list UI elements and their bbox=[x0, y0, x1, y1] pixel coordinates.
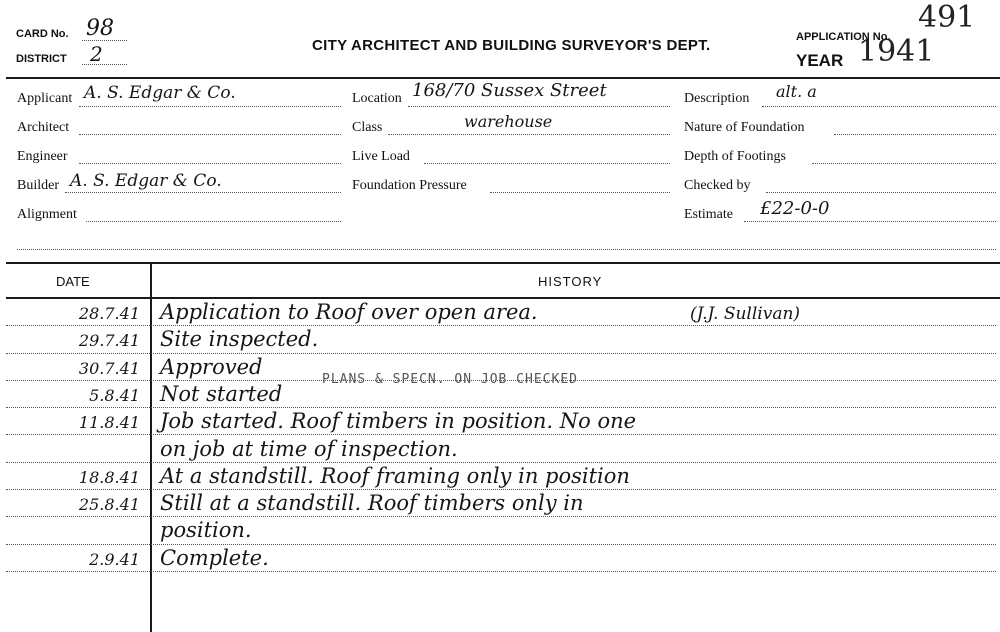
card-number-line bbox=[82, 40, 127, 41]
applicant-value: A. S. Edgar & Co. bbox=[84, 83, 236, 103]
table-row bbox=[0, 491, 1000, 518]
table-row bbox=[0, 300, 1000, 327]
row-history-text: Application to Roof over open area. bbox=[160, 300, 538, 324]
spare-line bbox=[17, 249, 996, 250]
table-row bbox=[0, 464, 1000, 491]
row-history-text: position. bbox=[160, 518, 252, 543]
builder-line bbox=[65, 192, 341, 193]
row-date: 2.9.41 bbox=[89, 549, 140, 569]
class-line bbox=[388, 134, 670, 135]
table-row bbox=[0, 437, 1000, 464]
header-rule bbox=[6, 77, 1000, 79]
checked-by-label: Checked by bbox=[684, 178, 751, 193]
row-rule bbox=[6, 462, 996, 463]
row-date: 25.8.41 bbox=[78, 495, 140, 515]
year-label: YEAR bbox=[796, 51, 844, 70]
row-date: 29.7.41 bbox=[78, 331, 140, 351]
table-top-rule bbox=[6, 262, 1000, 264]
engineer-line bbox=[79, 163, 341, 164]
row-rule bbox=[6, 544, 996, 545]
builder-value: A. S. Edgar & Co. bbox=[70, 171, 222, 191]
alignment-line bbox=[86, 221, 341, 222]
row-history-text: Not started bbox=[160, 381, 283, 406]
live-load-line bbox=[424, 163, 670, 164]
district-line bbox=[82, 64, 127, 65]
engineer-label: Engineer bbox=[17, 149, 68, 164]
foundation-pressure-line bbox=[490, 192, 670, 193]
nature-of-foundation-label: Nature of Foundation bbox=[684, 120, 805, 135]
foundation-pressure-label: Foundation Pressure bbox=[352, 178, 467, 193]
row-date: 30.7.41 bbox=[78, 358, 140, 378]
row-history-text: on job at time of inspection. bbox=[160, 436, 458, 461]
row-history-text: Site inspected. bbox=[160, 327, 319, 352]
row-date: 28.7.41 bbox=[78, 304, 140, 323]
class-value: warehouse bbox=[464, 112, 553, 131]
row-rule bbox=[6, 489, 996, 490]
application-label: APPLICATION No. bbox=[796, 31, 891, 43]
applicant-label: Applicant bbox=[17, 91, 73, 106]
year-value: 1941 bbox=[858, 34, 935, 69]
row-rule bbox=[6, 325, 996, 326]
depth-of-footings-label: Depth of Footings bbox=[684, 149, 786, 164]
date-column-header: DATE bbox=[56, 274, 90, 289]
row-rule bbox=[6, 571, 996, 572]
row-note: (J.J. Sullivan) bbox=[690, 304, 801, 324]
estimate-label: Estimate bbox=[684, 207, 733, 222]
card-number-value: 98 bbox=[86, 16, 114, 41]
architect-line bbox=[79, 134, 341, 135]
architect-label: Architect bbox=[17, 120, 70, 135]
row-rule bbox=[6, 516, 996, 517]
class-label: Class bbox=[352, 120, 383, 135]
estimate-value: £22-0-0 bbox=[760, 198, 830, 219]
location-line bbox=[408, 106, 670, 107]
row-history-text: Still at a standstill. Roof timbers only in bbox=[160, 491, 584, 516]
depth-of-footings-line bbox=[812, 163, 996, 164]
checked-by-line bbox=[766, 192, 996, 193]
estimate-line bbox=[744, 221, 996, 222]
row-rule bbox=[6, 407, 996, 408]
department-title: CITY ARCHITECT AND BUILDING SURVEYOR'S DEPT. bbox=[312, 37, 711, 54]
row-date: 5.8.41 bbox=[89, 385, 140, 405]
location-label: Location bbox=[352, 91, 402, 106]
header-bottom-rule bbox=[6, 297, 1000, 299]
district-value: 2 bbox=[90, 42, 103, 66]
checked-stamp: PLANS & SPECN. ON JOB CHECKED bbox=[322, 372, 578, 387]
table-row bbox=[0, 409, 1000, 436]
live-load-label: Live Load bbox=[352, 149, 410, 164]
table-row bbox=[0, 546, 1000, 573]
description-label: Description bbox=[684, 91, 750, 106]
description-value: alt. a bbox=[776, 82, 817, 101]
table-row bbox=[0, 327, 1000, 354]
row-date: 18.8.41 bbox=[78, 467, 140, 487]
row-history-text: Complete. bbox=[160, 545, 269, 570]
application-number: 491 bbox=[918, 0, 976, 35]
nature-of-foundation-line bbox=[834, 134, 996, 135]
history-column-header: HISTORY bbox=[538, 274, 603, 289]
card-number-label: CARD No. bbox=[16, 28, 69, 40]
description-line bbox=[762, 106, 996, 107]
location-value: 168/70 Sussex Street bbox=[412, 80, 607, 101]
district-label: DISTRICT bbox=[16, 53, 67, 65]
alignment-label: Alignment bbox=[17, 207, 77, 222]
row-date: 11.8.41 bbox=[78, 413, 140, 433]
row-rule bbox=[6, 353, 996, 354]
row-history-text: Approved bbox=[160, 354, 263, 379]
row-rule bbox=[6, 434, 996, 435]
applicant-line bbox=[79, 106, 341, 107]
row-history-text: At a standstill. Roof framing only in position bbox=[160, 463, 630, 488]
builder-label: Builder bbox=[17, 178, 59, 193]
row-history-text: Job started. Roof timbers in position. No one bbox=[160, 409, 637, 434]
table-row bbox=[0, 518, 1000, 545]
